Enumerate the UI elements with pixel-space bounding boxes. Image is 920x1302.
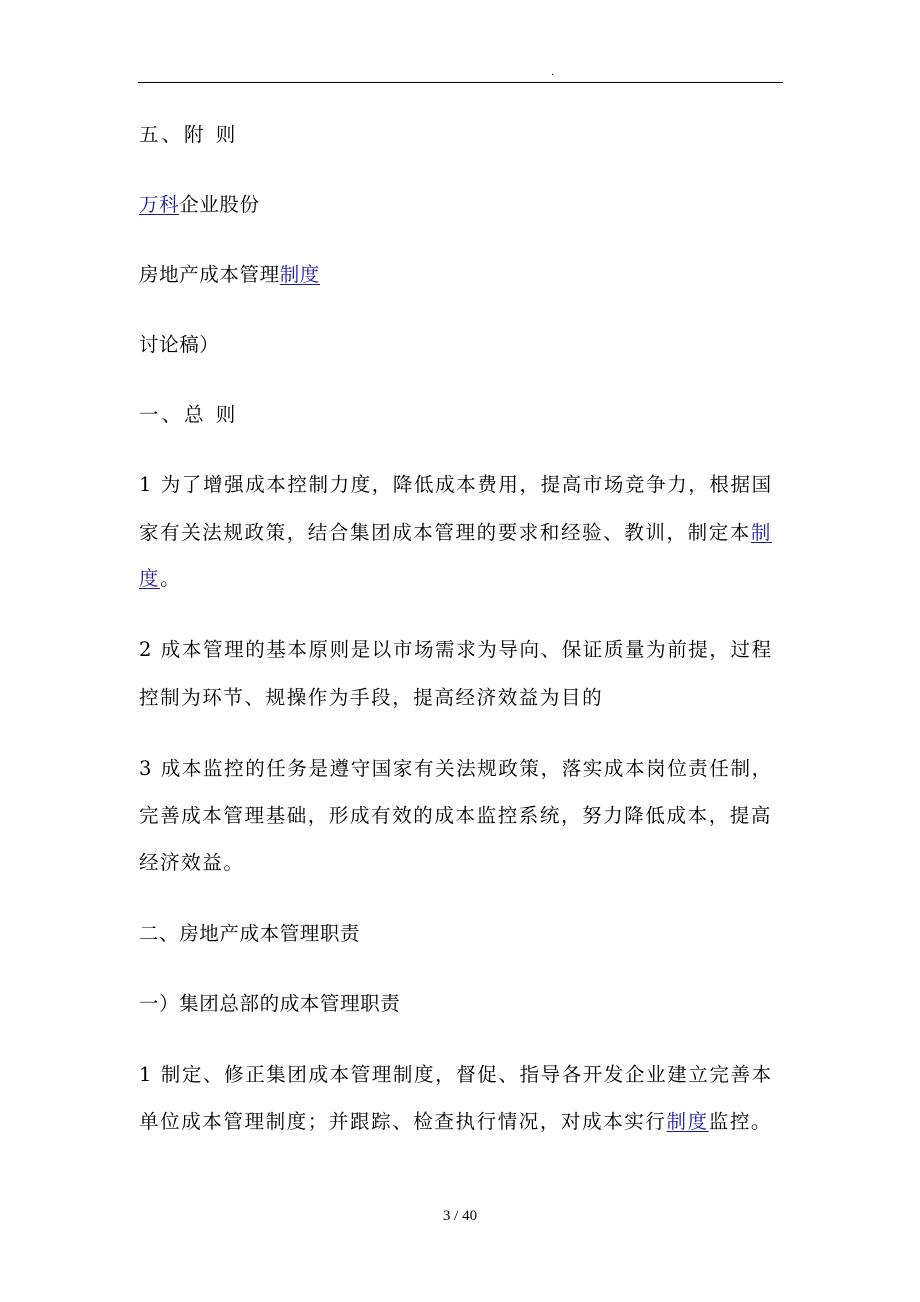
doc-title-link[interactable]: 制度 — [279, 263, 320, 286]
section2-sub1-heading: 一）集团总部的成本管理职责 — [139, 992, 401, 1015]
company-link[interactable]: 万科 — [139, 193, 180, 216]
section5-heading: 五、附 则 — [139, 123, 239, 146]
header-mark: . — [551, 67, 555, 78]
section2-sub1-item1-line2 — [139, 1110, 772, 1134]
page-number: 3 / 40 — [442, 1208, 478, 1224]
company-rest: 企业股份 — [179, 193, 260, 216]
section1-item1-line2-text: 家有关法规政策，结合集团成本管理的要求和经验、教训，制定本 — [139, 521, 751, 544]
draft-note: 讨论稿） — [139, 333, 220, 356]
section1-item1-line3-text: 。 — [160, 567, 182, 590]
zhidu-link-2[interactable]: 制度 — [666, 1110, 709, 1133]
company-line — [139, 193, 260, 217]
doc-title-line — [139, 263, 320, 287]
section1-item3-line2: 完善成本管理基础，形成有效的成本监控系统，努力降低成本，提高 — [139, 804, 773, 827]
section1-item2-line1: 2 成本管理的基本原则是以市场需求为导向、保证质量为前提，过程 — [139, 638, 773, 661]
section1-item3-line1: 3 成本监控的任务是遵守国家有关法规政策，落实成本岗位责任制， — [139, 757, 773, 780]
section2-sub1-item1-line2-rest: 监控。 — [708, 1110, 773, 1133]
section2-heading: 二、房地产成本管理职责 — [139, 922, 361, 945]
section1-item3-line3: 经济效益。 — [139, 851, 245, 874]
section2-sub1-item1-line1: 1 制定、修正集团成本管理制度，督促、指导各开发企业建立完善本 — [139, 1063, 773, 1086]
section1-heading: 一、总 则 — [139, 403, 239, 426]
header-rule — [138, 82, 783, 83]
section1-item2-line2: 控制为环节、规操作为手段，提高经济效益为目的 — [139, 686, 604, 709]
zhidu-link-1b[interactable]: 度 — [139, 567, 161, 590]
section2-sub1-item1-line2-text: 单位成本管理制度；并跟踪、检查执行情况，对成本实行 — [139, 1110, 667, 1133]
doc-title-text: 房地产成本管理 — [139, 263, 280, 286]
section1-item1-line3 — [139, 567, 181, 591]
section1-item1-line1: 1 为了增强成本控制力度，降低成本费用，提高市场竞争力，根据国 — [139, 473, 773, 496]
section1-item1-line2 — [139, 521, 772, 545]
zhidu-link-1a[interactable]: 制 — [750, 521, 773, 544]
